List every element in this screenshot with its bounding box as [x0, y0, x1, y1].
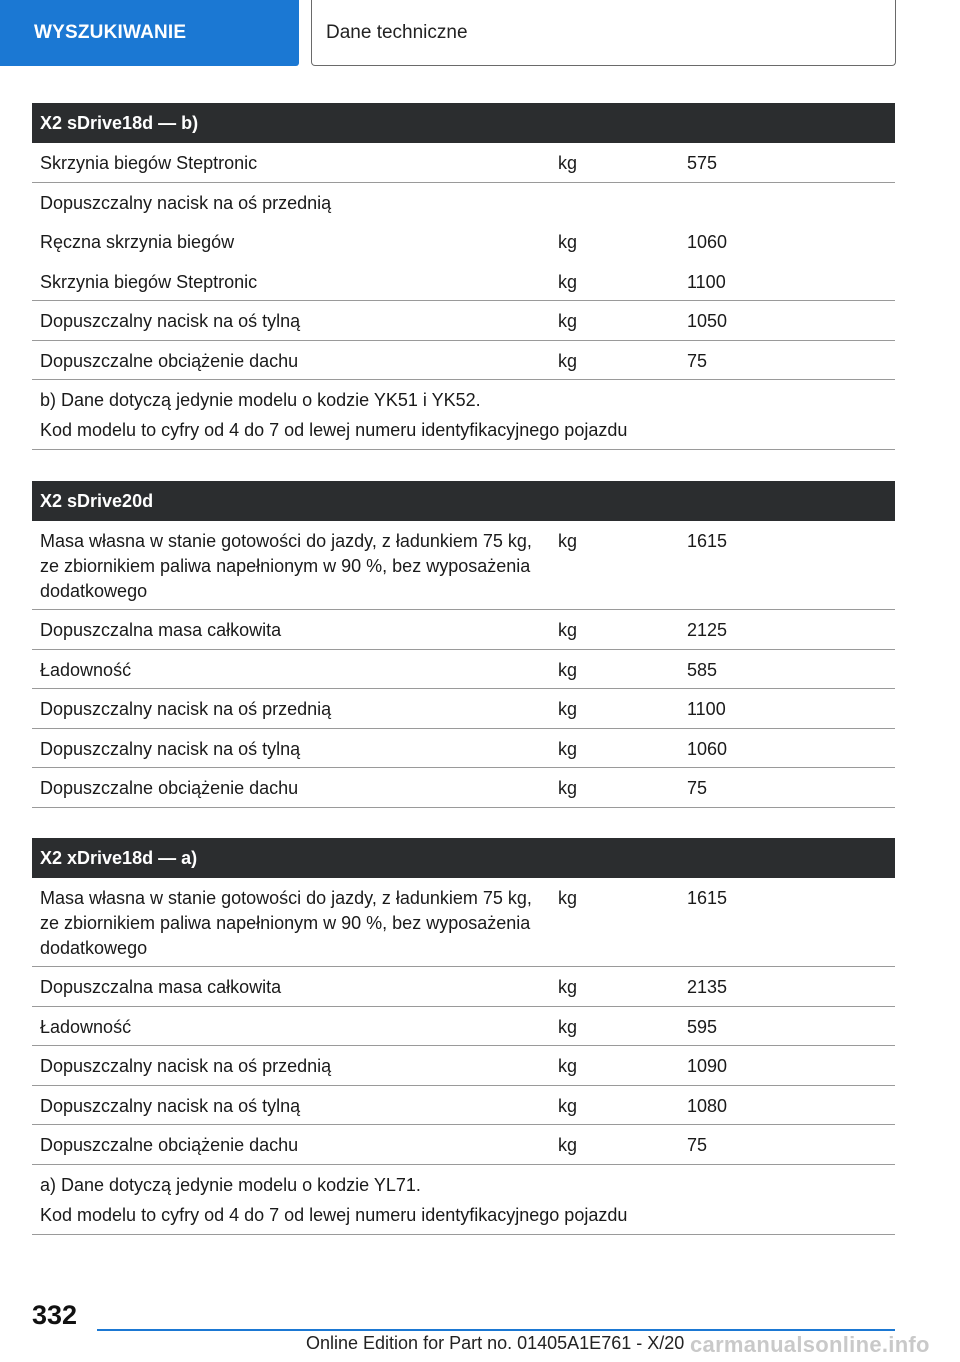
table-row — [32, 768, 895, 808]
row-value: 1050 — [687, 311, 728, 331]
row-label: Skrzynia biegów Steptronic — [40, 153, 258, 173]
row-value: 1615 — [687, 888, 728, 908]
table-row — [32, 301, 895, 341]
row-value: 2125 — [687, 620, 728, 640]
row-value: 1090 — [687, 1056, 728, 1076]
row-label: Masa własna w stanie gotowości do jazdy, z ładunkiem 75 kg, ze zbiornikiem paliwa napełnionym w 90 %, bez wyposażenia dodatkowego — [40, 888, 532, 958]
row-label: Dopuszczalna masa całkowita — [40, 620, 282, 640]
row-label: Dopuszczalny nacisk na oś tylną — [40, 1095, 301, 1116]
row-label: Dopuszczalna masa całkowita — [40, 977, 282, 997]
section-title: Dane techniczne — [311, 0, 896, 66]
row-unit: kg — [558, 1016, 578, 1037]
row-unit: kg — [558, 232, 578, 252]
row-label: Dopuszczalny nacisk na oś tylną — [40, 738, 301, 759]
row-unit: kg — [558, 1095, 578, 1116]
row-unit: kg — [558, 738, 578, 759]
row-unit: kg — [558, 699, 578, 719]
row-label: Dopuszczalny nacisk na oś przednią — [40, 699, 332, 719]
table-title: X2 sDrive20d — [32, 481, 895, 521]
top-bar — [0, 0, 960, 66]
table-row — [32, 1007, 895, 1047]
table-row — [32, 521, 895, 610]
table-row — [32, 341, 895, 381]
footnote — [32, 380, 895, 450]
footnote-line: Kod modelu to cyfry od 4 do 7 od lewej numeru identyfikacyjnego pojazdu — [40, 1204, 628, 1225]
table-row — [32, 1125, 895, 1165]
page-number: 332 — [32, 1300, 78, 1330]
row-value: 585 — [687, 659, 718, 680]
row-unit: kg — [558, 153, 578, 173]
row-label: Skrzynia biegów Steptronic — [40, 271, 258, 292]
row-value: 1060 — [687, 232, 728, 252]
row-value: 1100 — [687, 271, 726, 292]
table-title: X2 xDrive18d — a) — [32, 838, 895, 878]
row-label: Dopuszczalny nacisk na oś przednią — [40, 192, 332, 213]
row-unit: kg — [558, 888, 578, 908]
table-row — [32, 143, 895, 183]
row-label: Ładowność — [40, 659, 132, 680]
table-row — [32, 729, 895, 769]
row-unit: kg — [558, 271, 578, 292]
row-unit: kg — [558, 977, 578, 997]
table-row — [32, 878, 895, 967]
row-unit: kg — [558, 311, 578, 331]
row-label: Ładowność — [40, 1016, 132, 1037]
row-value: 1060 — [687, 738, 728, 759]
row-value: 75 — [687, 1135, 708, 1155]
footnote-line: Kod modelu to cyfry od 4 do 7 od lewej numeru identyfikacyjnego pojazdu — [40, 420, 628, 440]
watermark: carmanualsonline.info — [690, 1332, 930, 1357]
footer-divider — [97, 1329, 895, 1331]
table-row — [32, 689, 895, 729]
row-value: 2135 — [687, 977, 728, 997]
edition-info: Online Edition for Part no. 01405A1E761 - X/20 — [306, 1333, 685, 1353]
row-value: 1615 — [687, 531, 728, 551]
row-unit: kg — [558, 531, 578, 551]
search-tab-button[interactable]: WYSZUKIWANIE — [0, 0, 299, 66]
table-row — [32, 1046, 895, 1086]
row-unit: kg — [558, 1056, 578, 1076]
table-row — [32, 183, 895, 223]
row-value: 75 — [687, 778, 708, 798]
table-row — [32, 610, 895, 650]
row-unit: kg — [558, 350, 578, 371]
row-label: Dopuszczalne obciążenie dachu — [40, 1135, 299, 1155]
table-row — [32, 262, 895, 302]
row-value: 75 — [687, 350, 708, 371]
row-label: Dopuszczalny nacisk na oś tylną — [40, 311, 301, 331]
row-unit: kg — [558, 778, 578, 798]
table-row — [32, 967, 895, 1007]
table-row — [32, 1086, 895, 1126]
footnote — [32, 1165, 895, 1235]
row-label: Dopuszczalne obciążenie dachu — [40, 350, 299, 371]
row-label: Dopuszczalne obciążenie dachu — [40, 778, 299, 798]
spec-table-xdrive18d — [32, 838, 895, 1235]
row-unit: kg — [558, 1135, 578, 1155]
row-value: 575 — [687, 153, 718, 173]
row-label: Masa własna w stanie gotowości do jazdy, z ładunkiem 75 kg, ze zbiornikiem paliwa napełnionym w 90 %, bez wyposażenia dodatkowego — [40, 531, 532, 601]
table-title: X2 sDrive18d — b) — [32, 103, 895, 143]
table-row — [32, 222, 895, 262]
row-unit: kg — [558, 620, 578, 640]
row-label: Dopuszczalny nacisk na oś przednią — [40, 1056, 332, 1076]
table-row — [32, 650, 895, 690]
row-value: 595 — [687, 1016, 718, 1037]
row-label: Ręczna skrzynia biegów — [40, 232, 235, 252]
spec-table-sdrive20d — [32, 481, 895, 808]
row-value: 1080 — [687, 1095, 728, 1116]
row-value: 1100 — [687, 699, 726, 719]
row-unit: kg — [558, 659, 578, 680]
footnote-line: a) Dane dotyczą jedynie modelu o kodzie YL71. — [40, 1174, 421, 1195]
footnote-line: b) Dane dotyczą jedynie modelu o kodzie YK51 i YK52. — [40, 390, 481, 410]
spec-table-sdrive18d — [32, 103, 895, 450]
